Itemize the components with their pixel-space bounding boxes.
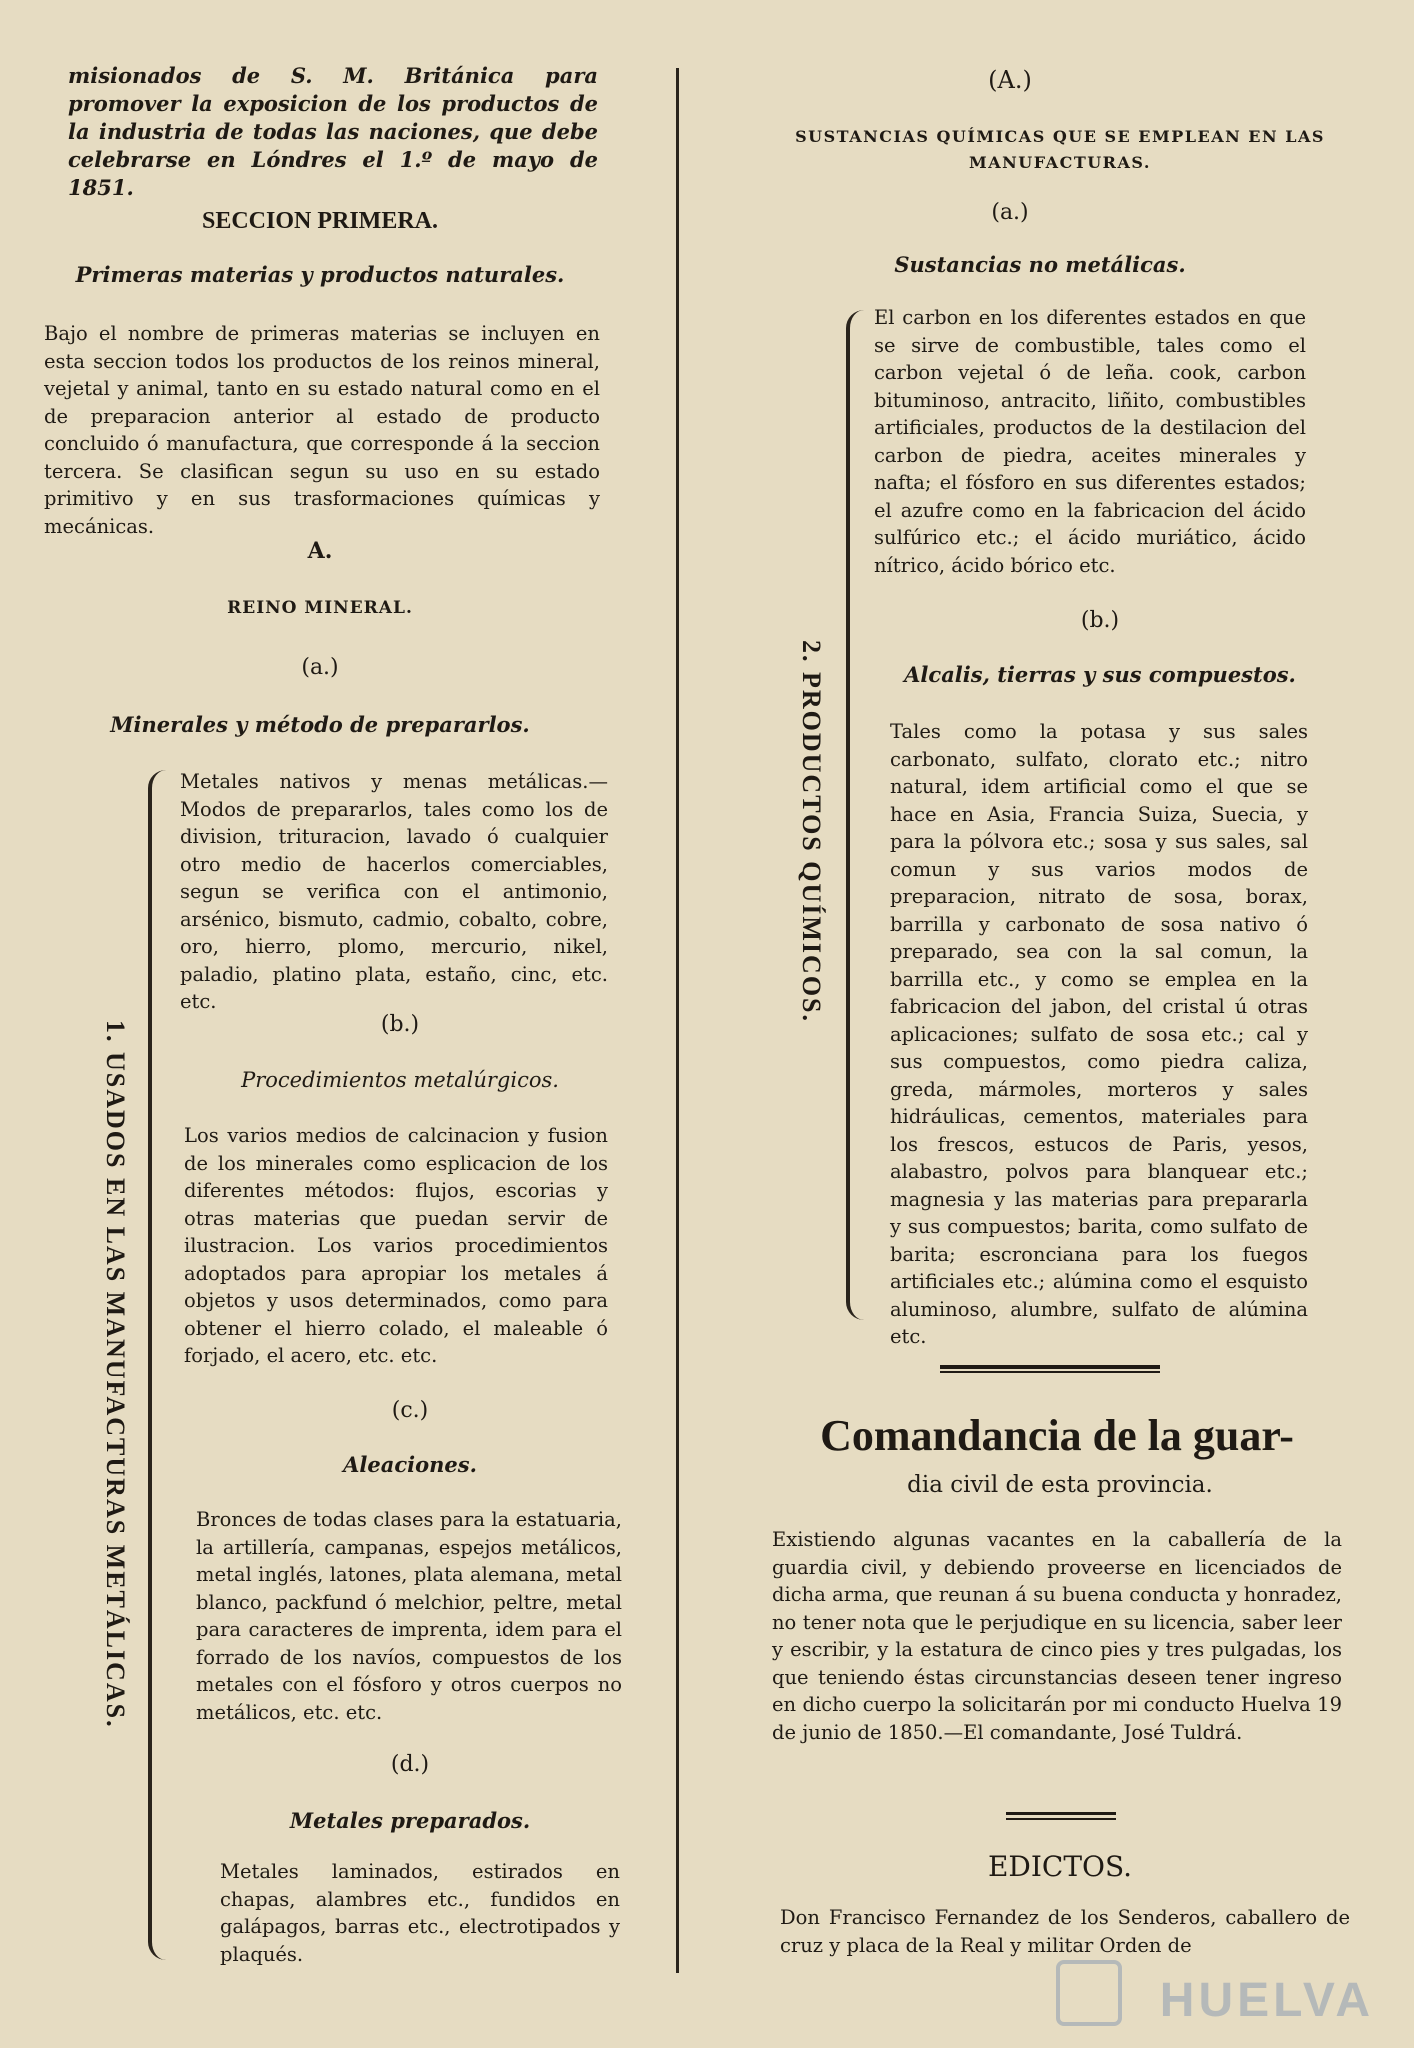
watermark-huelva: HUELVA — [1159, 1974, 1374, 2027]
right-sub-a-title: Sustancias no metálicas. — [894, 252, 1186, 277]
right-sub-a-body: El carbon en los diferentes estados en que se sirve de combustible, tales como el carbon vejetal ó de leña. cook, carbon bituminoso, antracito, liñito, combustibles artificiales, productos de la destilacion del carbon de piedra, aceites minerales y nafta; el fósforo en sus diferentes estados; el azufre como en la fabricacion del ácido sulfúrico etc.; el ácido muriático, ácido nítrico, ácido bórico etc. — [874, 306, 1306, 577]
section-title: SECCION PRIMERA. — [201, 208, 438, 234]
right-sub-b-label: (b.) — [1080, 608, 1120, 633]
intro-paragraph: misionados de S. M. Británica para promover la exposicion de los productos de la industria de todas las naciones, que debe celebrarse en Lóndres el 1.º de mayo de 1851. — [68, 63, 598, 200]
section-subtitle: Primeras materias y productos naturales. — [75, 262, 565, 287]
right-column — [700, 0, 1414, 2048]
rule-top — [940, 1365, 1160, 1369]
comandancia-title: Comandancia de la guar- — [820, 1411, 1294, 1460]
section-body: Bajo el nombre de primeras materias se incluyen en esta seccion todos los productos de los reinos mineral, vejetal y animal, tanto en su estado natural como en el de preparacion anterior al estado de producto concluido ó manufactura, que corresponde á la seccion tercera. Se clasifican segun su uso en su estado primitivo y en sus trasformaciones químicas y mecánicas. — [44, 322, 600, 538]
rule-mid — [1006, 1812, 1116, 1815]
reino-mineral-heading: REINO MINERAL. — [227, 598, 413, 618]
sub-a-title: Minerales y método de prepararlos. — [110, 712, 530, 737]
watermark-shield-icon — [1056, 1960, 1122, 2026]
brace-right — [846, 310, 864, 1320]
sub-d-label: (d.) — [390, 1752, 430, 1777]
sub-b-title: Procedimientos metalúrgicos. — [241, 1068, 559, 1092]
sub-b-body: Los varios medios de calcinacion y fusion de los minerales como esplicacion de los diferentes métodos: flujos, escorias y otras materias que puedan servir de ilustracion. Los varios procedimientos adoptados para apropiar los metales á objetos y usos determinados, como para obtener el hierro colado, el maleable ó forjado, el acero, etc. etc. — [184, 1124, 608, 1367]
comandancia-body: Existiendo algunas vacantes en la caballería de la guardia civil, y debiendo proveerse en licenciados de dicha arma, que reunan á su buena conducta y honradez, no tener nota que le perjudique en su licencia, saber leer y escribir, y la estatura de cinco pies y tres pulgadas, los que teniendo éstas circunstancias deseen tener ingreso en dicho cuerpo la solicitarán por mi conducto Huelva 19 de junio de 1850.—El comandante, José Tuldrá. — [772, 1528, 1342, 1744]
brace-left — [148, 770, 166, 1960]
rule-top-2 — [940, 1371, 1160, 1373]
right-heading: SUSTANCIAS QUÍMICAS QUE SE EMPLEAN EN LAS MANUFACTURAS. — [795, 127, 1325, 172]
right-sub-a-label: (a.) — [991, 200, 1029, 225]
sub-a-body: Metales nativos y menas metálicas.— Modos de prepararlos, tales como los de division, trituracion, lavado ó cualquier otro medio de hacerlos comerciables, segun se verifica con el antimonio, arsénico, bismuto, cadmio, cobalto, cobre, oro, hierro, plomo, mercurio, nikel, paladio, platino plata, estaño, cinc, etc. etc. — [180, 770, 608, 1013]
right-sub-b-body: Tales como la potasa y sus sales carbonato, sulfato, clorato etc.; nitro natural, idem artificial como el que se hace en Asia, Francia Suiza, Suecia, y para la pólvora etc.; sosa y sus sales, sal comun y sus varios modos de preparacion, nitrato de sosa, borax, barrilla y carbonato de sosa nativo ó preparado, sea con la sal comun, la barrilla etc., y como se emplea en la fabricacion del jabon, del cristal ú otras aplicaciones; sulfato de sosa etc.; cal y sus compuestos, como piedra caliza, greda, mármoles, morteros y sales hidráulicas, cementos, materiales para los frescos, estucos de Paris, yesos, alabastro, polvos para blanquear etc.; magnesia y las materias para prepararla y sus compuestos; barita, como sulfato de barita; escronciana para los fuegos artificiales etc.; alúmina como el esquisto aluminoso, alumbre, sulfato de alúmina etc. — [890, 720, 1308, 1348]
sub-a-label: (a.) — [301, 655, 339, 680]
sub-c-title: Aleaciones. — [343, 1452, 477, 1477]
vertical-label-manufacturas: 1. USADOS EN LAS MANUFACTURAS METÁLICAS. — [101, 1020, 130, 1729]
sub-c-body: Bronces de todas clases para la estatuaria, la artillería, campanas, espejos metálicos, metal inglés, latones, plata alemana, metal blanco, packfund ó melchior, peltre, metal para caracteres de imprenta, idem para el forrado de los navíos, compuestos de los metales con el fósforo y otros cuerpos no metálicos, etc. etc. — [196, 1508, 622, 1724]
comandancia-subtitle: dia civil de esta provincia. — [907, 1472, 1213, 1498]
vertical-label-quimicos: 2. PRODUCTOS QUÍMICOS. — [797, 640, 826, 1024]
sub-c-label: (c.) — [391, 1398, 429, 1423]
rule-mid-2 — [1006, 1818, 1116, 1820]
right-letter-a: (A.) — [988, 66, 1032, 94]
sub-b-label: (b.) — [380, 1012, 420, 1037]
edictos-heading: EDICTOS. — [987, 1850, 1133, 1883]
right-sub-b-title: Alcalis, tierras y sus compuestos. — [904, 662, 1296, 687]
sub-d-title: Metales preparados. — [289, 1808, 531, 1833]
left-column — [0, 0, 680, 2048]
letter-a: A. — [307, 538, 333, 564]
sub-d-body: Metales laminados, estirados en chapas, alambres etc., fundidos en galápagos, barras etc., electrotipados y plaqués. — [220, 1860, 620, 1966]
edictos-body: Don Francisco Fernandez de los Senderos, caballero de cruz y placa de la Real y militar Orden de — [780, 1906, 1350, 1957]
